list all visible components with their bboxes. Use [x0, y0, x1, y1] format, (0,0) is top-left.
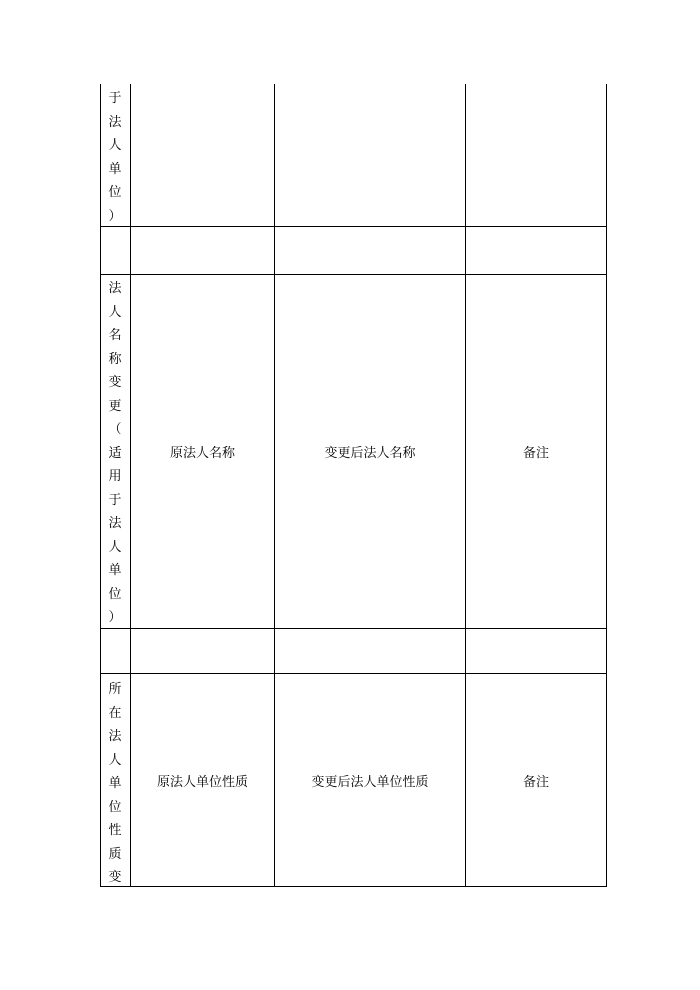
side-label-char: 在: [108, 705, 122, 721]
side-label-char: 位: [108, 586, 122, 602]
side-label-char: 法: [108, 281, 122, 296]
side-label-char: 法: [108, 729, 122, 744]
side-label-char: 变: [108, 870, 122, 885]
section-side-label: [100, 678, 130, 890]
side-label-char: 人: [108, 539, 122, 555]
table-border-bottom: [100, 886, 607, 887]
column-header-original-nature: 原法人单位性质: [156, 775, 248, 790]
side-label-char: 所: [108, 682, 122, 697]
table-row-divider: [100, 628, 607, 629]
side-label-char: 性: [108, 823, 122, 838]
side-label-char: （: [108, 422, 122, 437]
side-label-char: ）: [108, 208, 122, 224]
side-label-char: 单: [108, 161, 122, 177]
section-side-label: [100, 87, 130, 228]
side-label-char: 法: [108, 516, 122, 531]
side-label-char: 于: [108, 91, 122, 106]
side-label-char: 变: [108, 375, 122, 390]
table-column-divider: [465, 84, 466, 887]
side-label-char: 用: [108, 469, 122, 484]
column-header-remark: 备注: [522, 446, 549, 461]
side-label-char: 位: [108, 799, 122, 815]
table-row-divider: [100, 226, 607, 227]
side-label-char: 更: [108, 398, 122, 414]
table-column-divider: [130, 84, 131, 887]
side-label-char: 法: [108, 114, 122, 130]
column-header-changed-nature: 变更后法人单位性质: [311, 775, 429, 790]
table-row-divider: [100, 274, 607, 275]
column-header-original-name: 原法人名称: [169, 446, 235, 461]
side-label-char: 适: [108, 445, 122, 461]
table-column-divider: [274, 84, 275, 887]
side-label-char: 人: [108, 304, 122, 320]
side-label-char: 人: [108, 752, 122, 768]
side-label-char: 称: [108, 351, 122, 367]
table-row-divider: [100, 673, 607, 674]
column-header-changed-name: 变更后法人名称: [324, 446, 416, 461]
side-label-char: 单: [108, 563, 122, 578]
side-label-char: 名: [108, 328, 122, 343]
side-label-char: 单: [108, 776, 122, 791]
column-header-remark: 备注: [522, 775, 549, 790]
table-border-right: [606, 84, 607, 887]
side-label-char: 质: [108, 846, 122, 862]
side-label-char: 位: [108, 185, 122, 200]
side-label-char: 于: [108, 492, 122, 508]
section-side-label: [100, 277, 130, 630]
side-label-char: 人: [108, 138, 122, 153]
side-label-char: ）: [108, 610, 122, 625]
